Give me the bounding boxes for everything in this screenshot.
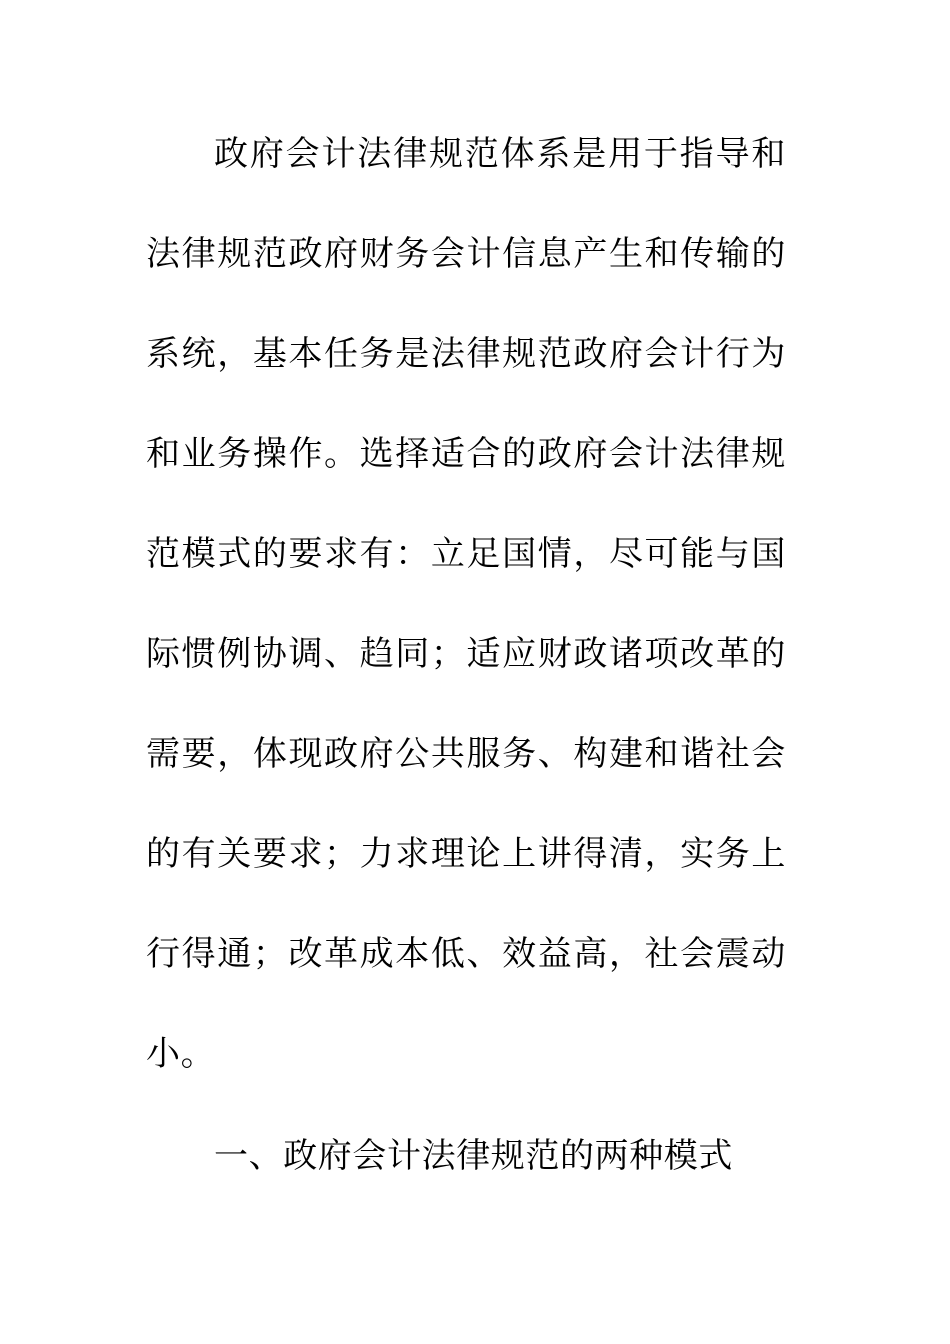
- body-paragraph: 政府会计法律规范体系是用于指导和法律规范政府财务会计信息产生和传输的系统，基本任务是法律规范政府会计行为和业务操作。选择适合的政府会计法律规范模式的要求有：立足国情，尽可能与国际惯例协调、趋同；适应财政诸项改革的需要，体现政府公共服务、构建和谐社会的有关要求；力求理论上讲得清，实务上行得通；改革成本低、效益高，社会震动小。: [146, 134, 786, 1074]
- section-heading: 一、政府会计法律规范的两种模式: [214, 1136, 733, 1176]
